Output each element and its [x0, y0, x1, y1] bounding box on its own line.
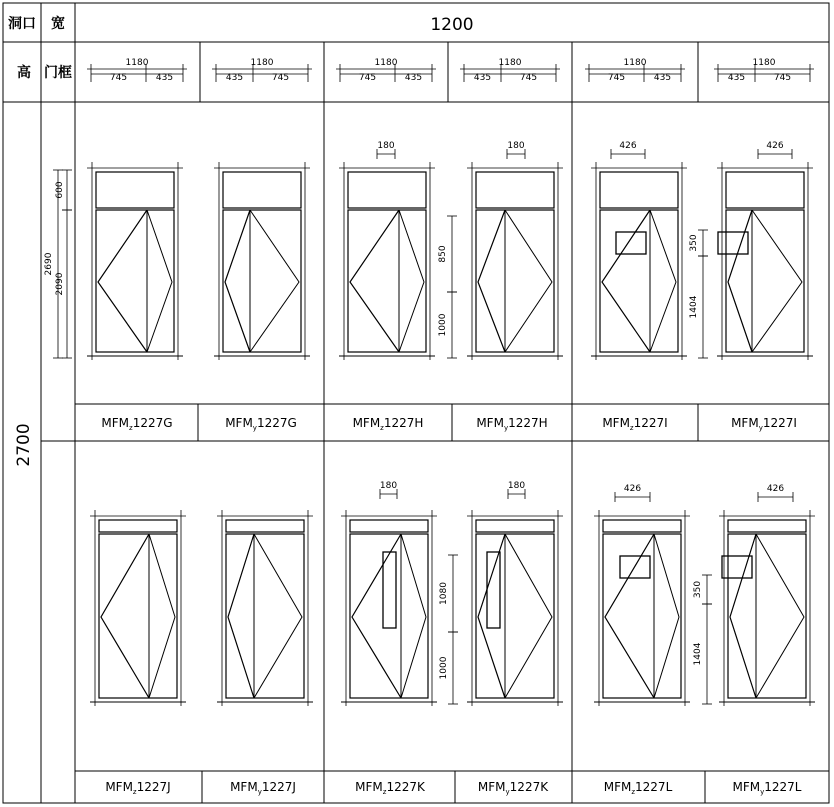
swing-indicator [752, 210, 802, 352]
dimension-label: 1000 [439, 656, 449, 680]
swing-indicator [228, 534, 254, 698]
frame-left-width: 435 [225, 73, 244, 83]
dimension-label: 426 [766, 484, 785, 494]
frame-right-width: 435 [155, 73, 174, 83]
door-i-right [717, 162, 813, 360]
dim-k-lower [439, 632, 458, 704]
door-leaf [726, 210, 804, 352]
model-subscript: y [758, 424, 763, 432]
model-label [733, 780, 802, 796]
dim-i-offset-left [611, 141, 645, 159]
dimension-label: 180 [507, 481, 526, 491]
dim-h-lower [438, 292, 457, 358]
swing-indicator [756, 534, 804, 698]
table-grid [3, 3, 829, 803]
model-number: 1227H [508, 416, 548, 430]
model-prefix: MFM [603, 780, 632, 794]
model-number: 1227J [136, 780, 171, 794]
swing-indicator [149, 534, 175, 698]
model-prefix: MFM [105, 780, 133, 794]
dimension-label: 350 [689, 234, 699, 252]
door-g-right [214, 162, 310, 360]
door-leaf [728, 534, 806, 698]
opening-height-value: 2700 [14, 423, 34, 467]
model-subscript: z [132, 788, 137, 796]
door-l-left [594, 510, 690, 706]
model-prefix: MFM [352, 416, 381, 430]
swing-indicator [399, 210, 424, 352]
swing-indicator [147, 210, 172, 352]
frame-width-dimension [87, 58, 187, 83]
dimension-label: 180 [377, 141, 395, 151]
frame-total-width: 1180 [125, 58, 149, 68]
transom-panel [96, 172, 174, 208]
door-leaf [350, 534, 428, 698]
swing-indicator [98, 210, 147, 352]
door-h-right [467, 162, 563, 360]
door-leaf [348, 210, 426, 352]
model-prefix: MFM [731, 416, 759, 430]
model-label [225, 416, 297, 432]
frame-right-width: 745 [773, 73, 792, 83]
door-h-left [339, 162, 435, 360]
swing-indicator [605, 534, 654, 698]
model-label [478, 780, 549, 796]
transom-panel [476, 520, 554, 532]
dim-i-upper [689, 230, 708, 256]
opening-width-value: 1200 [430, 15, 474, 35]
frame-right-width: 435 [653, 73, 672, 83]
transom-panel [603, 520, 681, 532]
model-subscript: y [503, 424, 509, 432]
frame-total-width: 1180 [498, 58, 522, 68]
dim-h-offset-right [507, 141, 525, 159]
dimension-label: 600 [55, 181, 65, 199]
swing-indicator [478, 534, 505, 698]
model-prefix: MFM [732, 780, 761, 794]
model-label [604, 780, 673, 796]
model-number: 1227K [386, 780, 425, 794]
model-label [602, 416, 667, 432]
model-label [476, 416, 547, 432]
dim-l-offset-left [615, 484, 650, 502]
dimension-label: 2690 [44, 252, 54, 276]
frame-total-width: 1180 [623, 58, 647, 68]
dim-l-offset-right [758, 484, 793, 502]
dim-h-upper [438, 216, 457, 292]
frame-width-dimensions [87, 58, 814, 83]
door-k-right [467, 510, 563, 706]
model-number: 1227L [635, 780, 673, 794]
dimension-label: 1000 [438, 313, 448, 337]
swing-indicator [225, 210, 250, 352]
swing-indicator [505, 534, 552, 698]
model-prefix: MFM [355, 780, 383, 794]
swing-indicator [401, 534, 426, 698]
model-number: 1227K [509, 780, 549, 794]
swing-indicator [101, 534, 149, 698]
model-prefix: MFM [225, 416, 253, 430]
door-i-left [591, 162, 687, 360]
vision-window [487, 552, 500, 628]
dimension-label: 426 [619, 141, 637, 151]
width-label: 宽 [51, 16, 65, 32]
door-elevations [87, 162, 815, 706]
door-leaf [476, 534, 554, 698]
frame-width-dimension [336, 58, 436, 83]
swing-indicator [728, 210, 752, 352]
dimension-label: 850 [438, 245, 448, 263]
model-number: 1227L [764, 780, 802, 794]
model-prefix: MFM [230, 780, 258, 794]
dimension-label: 426 [766, 141, 784, 151]
transom-panel [223, 172, 301, 208]
dim-h-offset-left [377, 141, 395, 159]
frame-total-width: 1180 [250, 58, 274, 68]
model-prefix: MFM [477, 780, 506, 794]
door-leaf [226, 534, 304, 698]
transom-panel [476, 172, 554, 208]
dim-k-offset-right [508, 481, 525, 499]
frame-left-width: 435 [473, 73, 492, 83]
frame-left-width: 745 [607, 73, 626, 83]
frame-right-width: 435 [404, 73, 423, 83]
frame-left-width: 745 [358, 73, 377, 83]
opening-label: 洞口 [8, 16, 36, 32]
frame-right-width: 745 [519, 73, 538, 83]
model-label [105, 780, 170, 796]
model-number: 1227H [383, 416, 424, 430]
swing-indicator [602, 210, 650, 352]
dimension-label: 2090 [55, 272, 65, 296]
door-leaf [476, 210, 554, 352]
frame-width-dimension [460, 58, 560, 83]
model-subscript: z [382, 788, 387, 796]
frame-total-width: 1180 [752, 58, 776, 68]
model-number: 1227G [132, 416, 173, 430]
transom-panel [350, 520, 428, 532]
dim-i-offset-right [758, 141, 792, 159]
door-l-right [719, 510, 815, 706]
model-number: 1227G [256, 416, 297, 430]
model-subscript: y [257, 788, 262, 796]
model-label [355, 780, 426, 796]
door-j-left [90, 510, 186, 706]
model-prefix: MFM [476, 416, 504, 430]
swing-indicator [254, 534, 302, 698]
transom-panel [726, 172, 804, 208]
door-leaf [603, 534, 681, 698]
swing-indicator [478, 210, 505, 352]
frame-total-width: 1180 [374, 58, 398, 68]
transom-panel [99, 520, 177, 532]
door-j-right [217, 510, 313, 706]
door-leaf [96, 210, 174, 352]
model-subscript: z [380, 424, 384, 432]
dim-k-upper [439, 555, 458, 632]
dim-transom [55, 170, 72, 210]
door-leaf [99, 534, 177, 698]
dimension-label: 1404 [689, 295, 699, 319]
dimension-label: 180 [379, 481, 398, 491]
transom-panel [348, 172, 426, 208]
model-label [731, 416, 797, 432]
frame-width-dimension [714, 58, 814, 83]
swing-indicator [505, 210, 552, 352]
model-subscript: y [252, 424, 257, 432]
frame-width-dimension [212, 58, 312, 83]
dim-l-upper [693, 575, 712, 604]
dim-k-offset-left [380, 481, 397, 499]
swing-indicator [250, 210, 299, 352]
model-label [101, 416, 172, 432]
dim-l-lower [693, 604, 712, 704]
model-number: 1227I [762, 416, 797, 430]
model-number: 1227I [633, 416, 668, 430]
model-labels [101, 416, 801, 796]
model-prefix: MFM [101, 416, 130, 430]
model-subscript: y [505, 788, 510, 796]
swing-indicator [650, 210, 676, 352]
door-leaf [600, 210, 678, 352]
model-subscript: y [760, 788, 765, 796]
dimension-label: 1404 [693, 642, 703, 666]
door-leaf [223, 210, 301, 352]
model-subscript: z [629, 424, 634, 432]
transom-panel [728, 520, 806, 532]
door-k-left [341, 510, 437, 706]
frame-width-dimension [585, 58, 685, 83]
frame-left-width: 435 [727, 73, 746, 83]
vision-window [616, 232, 646, 254]
frame-label: 门框 [44, 65, 72, 81]
model-label [230, 780, 296, 796]
model-number: 1227J [261, 780, 296, 794]
dimension-label: 180 [507, 141, 525, 151]
dim-door-height [55, 210, 72, 358]
swing-indicator [654, 534, 679, 698]
swing-indicator [350, 210, 399, 352]
dimension-label: 1080 [439, 582, 449, 605]
dim-i-lower [689, 256, 708, 358]
transom-panel [226, 520, 304, 532]
dimension-label: 350 [693, 580, 703, 599]
height-label: 高 [17, 65, 31, 81]
swing-indicator [352, 534, 401, 698]
model-subscript: z [631, 788, 636, 796]
model-subscript: z [129, 424, 133, 432]
model-label [353, 416, 424, 432]
frame-left-width: 745 [109, 73, 128, 83]
door-g-left [87, 162, 183, 360]
model-prefix: MFM [602, 416, 630, 430]
dimension-label: 426 [623, 484, 642, 494]
vision-window [383, 552, 396, 628]
frame-right-width: 745 [271, 73, 290, 83]
transom-panel [600, 172, 678, 208]
